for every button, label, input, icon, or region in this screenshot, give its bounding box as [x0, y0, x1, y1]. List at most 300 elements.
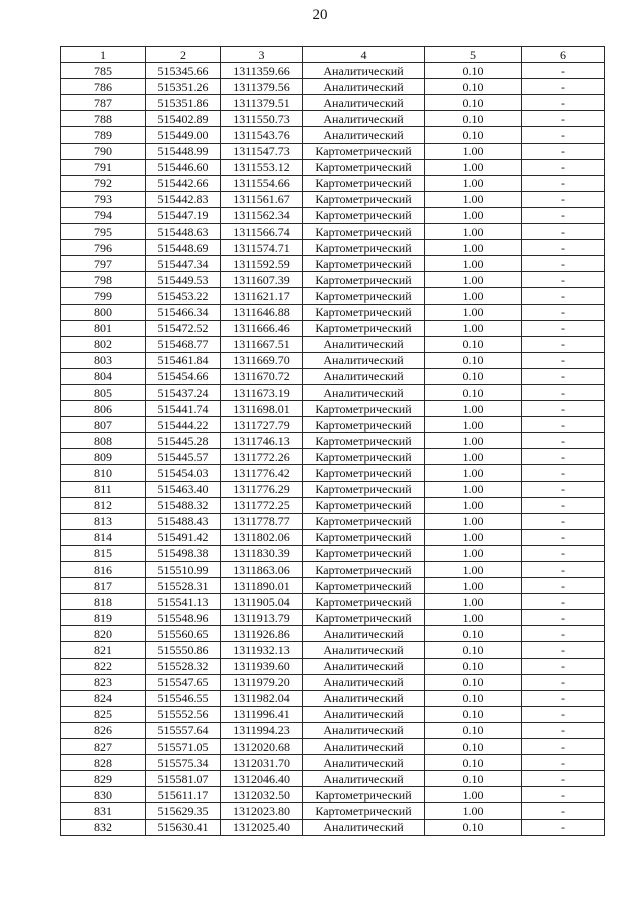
accuracy-cell: 0.10 [425, 95, 522, 111]
method-cell: Аналитический [303, 95, 425, 111]
accuracy-cell: 0.10 [425, 384, 522, 400]
y-coordinate-cell: 1311772.26 [221, 449, 303, 465]
y-coordinate-cell: 1311547.73 [221, 143, 303, 159]
table-row [61, 272, 605, 288]
note-cell: - [522, 626, 605, 642]
table-row [61, 626, 605, 642]
accuracy-cell: 1.00 [425, 240, 522, 256]
x-coordinate-cell: 515461.84 [146, 352, 221, 368]
note-cell: - [522, 336, 605, 352]
y-coordinate-cell: 1311379.51 [221, 95, 303, 111]
note-cell: - [522, 79, 605, 95]
x-coordinate-cell: 515550.86 [146, 642, 221, 658]
method-cell: Аналитический [303, 771, 425, 787]
y-coordinate-cell: 1311979.20 [221, 674, 303, 690]
table-row [61, 304, 605, 320]
y-coordinate-cell: 1311932.13 [221, 642, 303, 658]
point-number-cell: 803 [61, 352, 146, 368]
table-row [61, 803, 605, 819]
y-coordinate-cell: 1311566.74 [221, 224, 303, 240]
table-row [61, 352, 605, 368]
y-coordinate-cell: 1311666.46 [221, 320, 303, 336]
accuracy-cell: 1.00 [425, 433, 522, 449]
method-cell: Аналитический [303, 658, 425, 674]
method-cell: Картометрический [303, 610, 425, 626]
method-cell: Картометрический [303, 578, 425, 594]
y-coordinate-cell: 1311698.01 [221, 401, 303, 417]
x-coordinate-cell: 515466.34 [146, 304, 221, 320]
method-cell: Картометрический [303, 143, 425, 159]
x-coordinate-cell: 515498.38 [146, 545, 221, 561]
accuracy-cell: 1.00 [425, 578, 522, 594]
accuracy-cell: 0.10 [425, 336, 522, 352]
table-row [61, 545, 605, 561]
note-cell: - [522, 803, 605, 819]
y-coordinate-cell: 1312031.70 [221, 755, 303, 771]
coordinates-table [60, 46, 605, 836]
point-number-cell: 800 [61, 304, 146, 320]
accuracy-cell: 0.10 [425, 706, 522, 722]
point-number-cell: 817 [61, 578, 146, 594]
point-number-cell: 831 [61, 803, 146, 819]
method-cell: Аналитический [303, 819, 425, 835]
accuracy-cell: 1.00 [425, 562, 522, 578]
y-coordinate-cell: 1311607.39 [221, 272, 303, 288]
note-cell: - [522, 127, 605, 143]
y-coordinate-cell: 1312046.40 [221, 771, 303, 787]
method-cell: Картометрический [303, 288, 425, 304]
x-coordinate-cell: 515491.42 [146, 529, 221, 545]
x-coordinate-cell: 515541.13 [146, 594, 221, 610]
point-number-cell: 797 [61, 256, 146, 272]
method-cell: Аналитический [303, 127, 425, 143]
accuracy-cell: 1.00 [425, 481, 522, 497]
y-coordinate-cell: 1311543.76 [221, 127, 303, 143]
accuracy-cell: 1.00 [425, 191, 522, 207]
method-cell: Картометрический [303, 304, 425, 320]
point-number-cell: 786 [61, 79, 146, 95]
table-row [61, 320, 605, 336]
point-number-cell: 799 [61, 288, 146, 304]
accuracy-cell: 1.00 [425, 175, 522, 191]
y-coordinate-cell: 1311562.34 [221, 207, 303, 223]
table-row [61, 159, 605, 175]
point-number-cell: 796 [61, 240, 146, 256]
table-row [61, 79, 605, 95]
point-number-cell: 785 [61, 63, 146, 79]
accuracy-cell: 1.00 [425, 256, 522, 272]
note-cell: - [522, 594, 605, 610]
note-cell: - [522, 562, 605, 578]
x-coordinate-cell: 515571.05 [146, 739, 221, 755]
accuracy-cell: 1.00 [425, 417, 522, 433]
table-row [61, 706, 605, 722]
point-number-cell: 806 [61, 401, 146, 417]
y-coordinate-cell: 1311863.06 [221, 562, 303, 578]
table-row [61, 755, 605, 771]
accuracy-cell: 0.10 [425, 111, 522, 127]
y-coordinate-cell: 1311727.79 [221, 417, 303, 433]
x-coordinate-cell: 515453.22 [146, 288, 221, 304]
column-header-5: 5 [425, 47, 522, 63]
table-row [61, 191, 605, 207]
method-cell: Картометрический [303, 401, 425, 417]
y-coordinate-cell: 1311746.13 [221, 433, 303, 449]
table-row [61, 111, 605, 127]
y-coordinate-cell: 1311646.88 [221, 304, 303, 320]
method-cell: Аналитический [303, 626, 425, 642]
table-row [61, 256, 605, 272]
y-coordinate-cell: 1311553.12 [221, 159, 303, 175]
point-number-cell: 828 [61, 755, 146, 771]
table-row [61, 513, 605, 529]
accuracy-cell: 1.00 [425, 449, 522, 465]
y-coordinate-cell: 1311550.73 [221, 111, 303, 127]
x-coordinate-cell: 515468.77 [146, 336, 221, 352]
method-cell: Аналитический [303, 642, 425, 658]
note-cell: - [522, 207, 605, 223]
x-coordinate-cell: 515445.28 [146, 433, 221, 449]
point-number-cell: 802 [61, 336, 146, 352]
method-cell: Картометрический [303, 803, 425, 819]
note-cell: - [522, 545, 605, 561]
header-row [61, 47, 605, 63]
note-cell: - [522, 224, 605, 240]
accuracy-cell: 1.00 [425, 272, 522, 288]
y-coordinate-cell: 1312032.50 [221, 787, 303, 803]
method-cell: Картометрический [303, 159, 425, 175]
y-coordinate-cell: 1311905.04 [221, 594, 303, 610]
x-coordinate-cell: 515454.66 [146, 368, 221, 384]
x-coordinate-cell: 515548.96 [146, 610, 221, 626]
point-number-cell: 812 [61, 497, 146, 513]
accuracy-cell: 0.10 [425, 771, 522, 787]
table-row [61, 594, 605, 610]
point-number-cell: 792 [61, 175, 146, 191]
method-cell: Картометрический [303, 272, 425, 288]
table-row [61, 95, 605, 111]
point-number-cell: 818 [61, 594, 146, 610]
method-cell: Аналитический [303, 739, 425, 755]
y-coordinate-cell: 1311379.56 [221, 79, 303, 95]
point-number-cell: 824 [61, 690, 146, 706]
note-cell: - [522, 401, 605, 417]
x-coordinate-cell: 515351.86 [146, 95, 221, 111]
accuracy-cell: 1.00 [425, 159, 522, 175]
note-cell: - [522, 288, 605, 304]
x-coordinate-cell: 515547.65 [146, 674, 221, 690]
note-cell: - [522, 368, 605, 384]
y-coordinate-cell: 1312023.80 [221, 803, 303, 819]
table-row [61, 224, 605, 240]
x-coordinate-cell: 515444.22 [146, 417, 221, 433]
x-coordinate-cell: 515448.63 [146, 224, 221, 240]
y-coordinate-cell: 1311830.39 [221, 545, 303, 561]
point-number-cell: 827 [61, 739, 146, 755]
column-header-2: 2 [146, 47, 221, 63]
method-cell: Картометрический [303, 449, 425, 465]
note-cell: - [522, 63, 605, 79]
accuracy-cell: 0.10 [425, 674, 522, 690]
x-coordinate-cell: 515528.32 [146, 658, 221, 674]
table-row [61, 127, 605, 143]
note-cell: - [522, 610, 605, 626]
table-row [61, 658, 605, 674]
point-number-cell: 805 [61, 384, 146, 400]
accuracy-cell: 0.10 [425, 819, 522, 835]
accuracy-cell: 0.10 [425, 352, 522, 368]
y-coordinate-cell: 1311772.25 [221, 497, 303, 513]
note-cell: - [522, 739, 605, 755]
note-cell: - [522, 529, 605, 545]
method-cell: Аналитический [303, 690, 425, 706]
note-cell: - [522, 690, 605, 706]
method-cell: Картометрический [303, 191, 425, 207]
x-coordinate-cell: 515448.99 [146, 143, 221, 159]
table-row [61, 288, 605, 304]
method-cell: Картометрический [303, 513, 425, 529]
note-cell: - [522, 578, 605, 594]
note-cell: - [522, 513, 605, 529]
x-coordinate-cell: 515546.55 [146, 690, 221, 706]
table-row [61, 240, 605, 256]
accuracy-cell: 1.00 [425, 513, 522, 529]
x-coordinate-cell: 515351.26 [146, 79, 221, 95]
table-row [61, 417, 605, 433]
x-coordinate-cell: 515402.89 [146, 111, 221, 127]
y-coordinate-cell: 1311554.66 [221, 175, 303, 191]
accuracy-cell: 0.10 [425, 127, 522, 143]
x-coordinate-cell: 515446.60 [146, 159, 221, 175]
x-coordinate-cell: 515447.34 [146, 256, 221, 272]
point-number-cell: 810 [61, 465, 146, 481]
x-coordinate-cell: 515445.57 [146, 449, 221, 465]
point-number-cell: 811 [61, 481, 146, 497]
table-row [61, 336, 605, 352]
point-number-cell: 790 [61, 143, 146, 159]
x-coordinate-cell: 515581.07 [146, 771, 221, 787]
y-coordinate-cell: 1311592.59 [221, 256, 303, 272]
note-cell: - [522, 449, 605, 465]
note-cell: - [522, 771, 605, 787]
y-coordinate-cell: 1311913.79 [221, 610, 303, 626]
table-row [61, 207, 605, 223]
method-cell: Картометрический [303, 481, 425, 497]
accuracy-cell: 1.00 [425, 320, 522, 336]
x-coordinate-cell: 515528.31 [146, 578, 221, 594]
point-number-cell: 815 [61, 545, 146, 561]
point-number-cell: 795 [61, 224, 146, 240]
y-coordinate-cell: 1311939.60 [221, 658, 303, 674]
table-row [61, 401, 605, 417]
note-cell: - [522, 465, 605, 481]
table-row [61, 787, 605, 803]
y-coordinate-cell: 1311776.29 [221, 481, 303, 497]
y-coordinate-cell: 1312020.68 [221, 739, 303, 755]
method-cell: Картометрический [303, 545, 425, 561]
table-row [61, 674, 605, 690]
point-number-cell: 830 [61, 787, 146, 803]
y-coordinate-cell: 1311776.42 [221, 465, 303, 481]
note-cell: - [522, 320, 605, 336]
method-cell: Аналитический [303, 384, 425, 400]
table-header [61, 47, 605, 63]
table-row [61, 175, 605, 191]
accuracy-cell: 1.00 [425, 207, 522, 223]
x-coordinate-cell: 515575.34 [146, 755, 221, 771]
accuracy-cell: 1.00 [425, 224, 522, 240]
column-header-1: 1 [61, 47, 146, 63]
point-number-cell: 791 [61, 159, 146, 175]
accuracy-cell: 0.10 [425, 79, 522, 95]
point-number-cell: 793 [61, 191, 146, 207]
accuracy-cell: 1.00 [425, 465, 522, 481]
table-row [61, 819, 605, 835]
y-coordinate-cell: 1311359.66 [221, 63, 303, 79]
point-number-cell: 814 [61, 529, 146, 545]
accuracy-cell: 0.10 [425, 642, 522, 658]
table-row [61, 143, 605, 159]
x-coordinate-cell: 515472.52 [146, 320, 221, 336]
note-cell: - [522, 240, 605, 256]
x-coordinate-cell: 515442.83 [146, 191, 221, 207]
y-coordinate-cell: 1311890.01 [221, 578, 303, 594]
point-number-cell: 804 [61, 368, 146, 384]
table-row [61, 562, 605, 578]
point-number-cell: 823 [61, 674, 146, 690]
accuracy-cell: 0.10 [425, 368, 522, 384]
y-coordinate-cell: 1311996.41 [221, 706, 303, 722]
table-row [61, 465, 605, 481]
table-row [61, 722, 605, 738]
accuracy-cell: 0.10 [425, 690, 522, 706]
method-cell: Картометрический [303, 417, 425, 433]
method-cell: Аналитический [303, 352, 425, 368]
x-coordinate-cell: 515441.74 [146, 401, 221, 417]
point-number-cell: 798 [61, 272, 146, 288]
accuracy-cell: 0.10 [425, 658, 522, 674]
note-cell: - [522, 674, 605, 690]
y-coordinate-cell: 1312025.40 [221, 819, 303, 835]
accuracy-cell: 1.00 [425, 594, 522, 610]
y-coordinate-cell: 1311667.51 [221, 336, 303, 352]
method-cell: Аналитический [303, 722, 425, 738]
x-coordinate-cell: 515449.53 [146, 272, 221, 288]
point-number-cell: 801 [61, 320, 146, 336]
method-cell: Картометрический [303, 465, 425, 481]
note-cell: - [522, 497, 605, 513]
accuracy-cell: 1.00 [425, 610, 522, 626]
accuracy-cell: 1.00 [425, 497, 522, 513]
note-cell: - [522, 642, 605, 658]
y-coordinate-cell: 1311926.86 [221, 626, 303, 642]
point-number-cell: 789 [61, 127, 146, 143]
point-number-cell: 809 [61, 449, 146, 465]
note-cell: - [522, 352, 605, 368]
table-row [61, 433, 605, 449]
x-coordinate-cell: 515557.64 [146, 722, 221, 738]
accuracy-cell: 0.10 [425, 63, 522, 79]
point-number-cell: 822 [61, 658, 146, 674]
point-number-cell: 832 [61, 819, 146, 835]
accuracy-cell: 1.00 [425, 545, 522, 561]
table-row [61, 771, 605, 787]
table-row [61, 739, 605, 755]
point-number-cell: 787 [61, 95, 146, 111]
note-cell: - [522, 787, 605, 803]
point-number-cell: 816 [61, 562, 146, 578]
note-cell: - [522, 175, 605, 191]
point-number-cell: 829 [61, 771, 146, 787]
x-coordinate-cell: 515437.24 [146, 384, 221, 400]
method-cell: Картометрический [303, 224, 425, 240]
point-number-cell: 825 [61, 706, 146, 722]
column-header-3: 3 [221, 47, 303, 63]
accuracy-cell: 1.00 [425, 803, 522, 819]
accuracy-cell: 1.00 [425, 288, 522, 304]
accuracy-cell: 1.00 [425, 304, 522, 320]
method-cell: Картометрический [303, 320, 425, 336]
method-cell: Картометрический [303, 787, 425, 803]
x-coordinate-cell: 515629.35 [146, 803, 221, 819]
accuracy-cell: 1.00 [425, 401, 522, 417]
table-row [61, 497, 605, 513]
x-coordinate-cell: 515447.19 [146, 207, 221, 223]
method-cell: Картометрический [303, 207, 425, 223]
point-number-cell: 794 [61, 207, 146, 223]
note-cell: - [522, 304, 605, 320]
page-number: 20 [312, 7, 328, 23]
method-cell: Аналитический [303, 336, 425, 352]
accuracy-cell: 0.10 [425, 755, 522, 771]
note-cell: - [522, 481, 605, 497]
accuracy-cell: 1.00 [425, 143, 522, 159]
method-cell: Аналитический [303, 706, 425, 722]
x-coordinate-cell: 515448.69 [146, 240, 221, 256]
x-coordinate-cell: 515345.66 [146, 63, 221, 79]
accuracy-cell: 1.00 [425, 787, 522, 803]
table-row [61, 529, 605, 545]
point-number-cell: 819 [61, 610, 146, 626]
table-row [61, 63, 605, 79]
table-body [61, 63, 605, 836]
table-row [61, 384, 605, 400]
point-number-cell: 826 [61, 722, 146, 738]
method-cell: Картометрический [303, 240, 425, 256]
y-coordinate-cell: 1311778.77 [221, 513, 303, 529]
column-header-6: 6 [522, 47, 605, 63]
point-number-cell: 820 [61, 626, 146, 642]
accuracy-cell: 1.00 [425, 529, 522, 545]
note-cell: - [522, 706, 605, 722]
table-row [61, 368, 605, 384]
x-coordinate-cell: 515630.41 [146, 819, 221, 835]
y-coordinate-cell: 1311994.23 [221, 722, 303, 738]
method-cell: Картометрический [303, 497, 425, 513]
x-coordinate-cell: 515552.56 [146, 706, 221, 722]
x-coordinate-cell: 515488.43 [146, 513, 221, 529]
accuracy-cell: 0.10 [425, 722, 522, 738]
note-cell: - [522, 111, 605, 127]
y-coordinate-cell: 1311802.06 [221, 529, 303, 545]
accuracy-cell: 0.10 [425, 626, 522, 642]
x-coordinate-cell: 515488.32 [146, 497, 221, 513]
note-cell: - [522, 433, 605, 449]
note-cell: - [522, 95, 605, 111]
note-cell: - [522, 191, 605, 207]
point-number-cell: 807 [61, 417, 146, 433]
point-number-cell: 808 [61, 433, 146, 449]
